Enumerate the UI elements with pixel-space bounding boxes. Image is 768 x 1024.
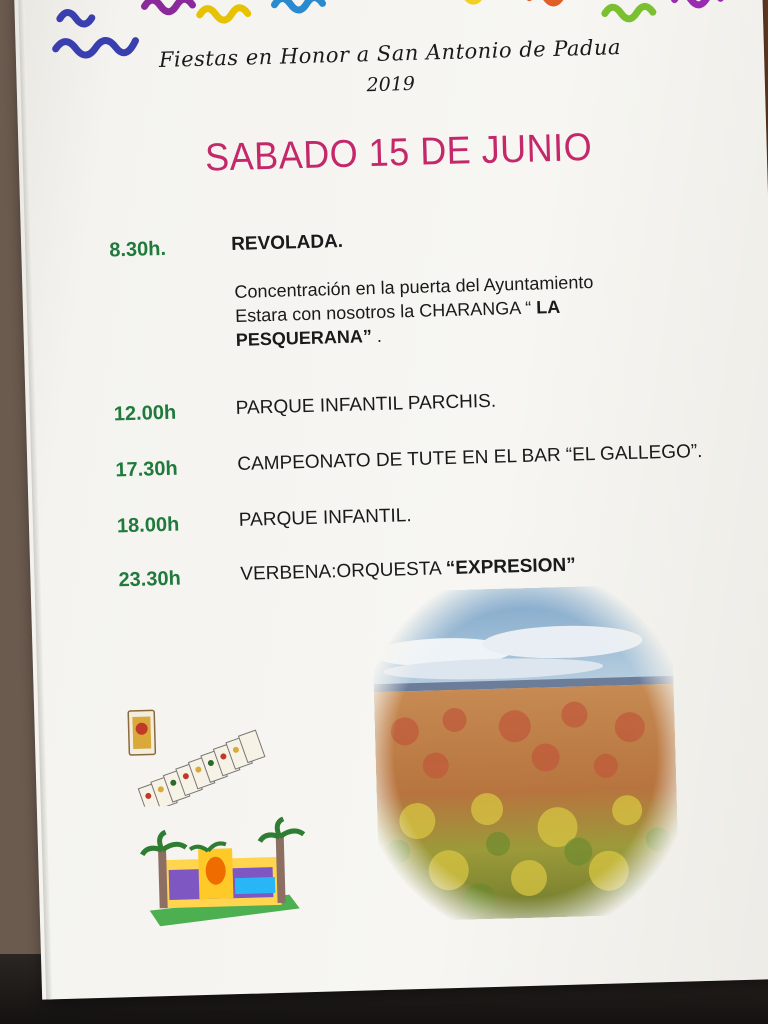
event-description-bold: PESQUERANA” (235, 326, 373, 350)
event-time: 18.00h (116, 513, 180, 538)
event-title: REVOLADA. (230, 230, 344, 256)
flyer-page (14, 0, 768, 1000)
vineyard-landscape-photo (371, 584, 680, 922)
festival-title: Fiestas en Honor a San Antonio de Padua (158, 35, 622, 72)
event-title: PARQUE INFANTIL PARCHIS. (235, 390, 497, 419)
event-time: 17.30h (115, 457, 179, 482)
event-description (234, 270, 595, 352)
bouncy-castle-illustration (137, 816, 310, 931)
event-description-bold: LA (535, 296, 561, 318)
event-title: PARQUE INFANTIL. (238, 505, 412, 531)
event-title-text: VERBENA:ORQUESTA (240, 558, 447, 585)
playing-cards-illustration (120, 703, 293, 808)
event-time: 8.30h. (109, 237, 167, 262)
event-title-bold: “EXPRESION” (445, 554, 576, 580)
festival-year: 2019 (366, 72, 416, 97)
event-description-text: Estara con nosotros la CHARANGA “ (234, 297, 532, 326)
event-time: 23.30h (118, 567, 182, 592)
event-title (240, 555, 576, 586)
event-title: CAMPEONATO DE TUTE EN EL BAR “EL GALLEGO”. (237, 440, 703, 475)
date-heading: SABADO 15 DE JUNIO (204, 124, 593, 180)
event-time: 12.00h (113, 401, 177, 426)
event-description-text: . (371, 325, 383, 347)
event-description-line: Concentración en la puerta del Ayuntamiento (234, 271, 594, 302)
